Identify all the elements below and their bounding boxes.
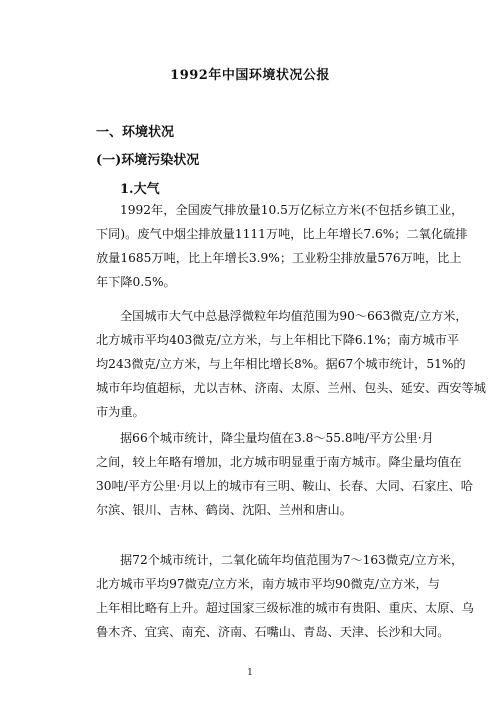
document-title: 1992年中国环境状况公报 (170, 68, 330, 83)
paragraph-emissions (96, 198, 468, 294)
text-line: 鲁木齐、宜宾、南充、济南、石嘴山、青岛、天津、长沙和大同。 (96, 625, 450, 639)
text-line: 1992年，全国废气排放量10.5万亿标立方米(不包括乡镇工业， (120, 203, 464, 217)
section-heading: 一、环境状况 (96, 125, 175, 140)
subsubsection-heading: 1.大气 (120, 182, 160, 197)
text-line: 上年相比略有上升。超过国家三级标准的城市有贵阳、重庆、太原、乌 (96, 601, 474, 615)
paragraph-dustfall (96, 426, 473, 522)
text-line: 下同)。废气中烟尘排放量1111万吨，比上年增长7.6%；二氧化硫排 (96, 227, 468, 241)
text-line: 放量1685万吨，比上年增长3.9%；工业粉尘排放量576万吨，比上 (96, 251, 462, 265)
text-line: 全国城市大气中总悬浮微粒年均值范围为90～663微克/立方米， (120, 309, 468, 323)
text-line: 据66个城市统计，降尘量均值在3.8～55.8吨/平方公里·月 (120, 431, 434, 445)
subsection-heading: (一)环境污染状况 (96, 153, 200, 168)
paragraph-sulfur-dioxide (96, 548, 474, 644)
paragraph-particulates (96, 304, 486, 424)
text-line: 之间，较上年略有增加，北方城市明显重于南方城市。降尘量均值在 (96, 455, 462, 469)
text-line: 30吨/平方公里·月以上的城市有三明、鞍山、长春、大同、石家庄、哈 (96, 479, 473, 493)
text-line: 市为重。 (96, 405, 145, 419)
text-line: 年下降0.5%。 (96, 275, 176, 289)
text-line: 据72个城市统计，二氧化硫年均值范围为7～163微克/立方米， (120, 553, 464, 567)
page-number: 1 (247, 668, 253, 678)
text-line: 均243微克/立方米，与上年相比增长8%。据67个城市统计，51%的 (96, 357, 466, 371)
text-line: 北方城市平均403微克/立方米，与上年相比下降6.1%；南方城市平 (96, 333, 460, 347)
text-line: 尔滨、银川、吉林、鹤岗、沈阳、兰州和唐山。 (96, 503, 352, 517)
text-line: 城市年均值超标，尤以吉林、济南、太原、兰州、包头、延安、西安等城 (96, 381, 486, 395)
text-line: 北方城市平均97微克/立方米，南方城市平均90微克/立方米，与 (96, 577, 440, 591)
